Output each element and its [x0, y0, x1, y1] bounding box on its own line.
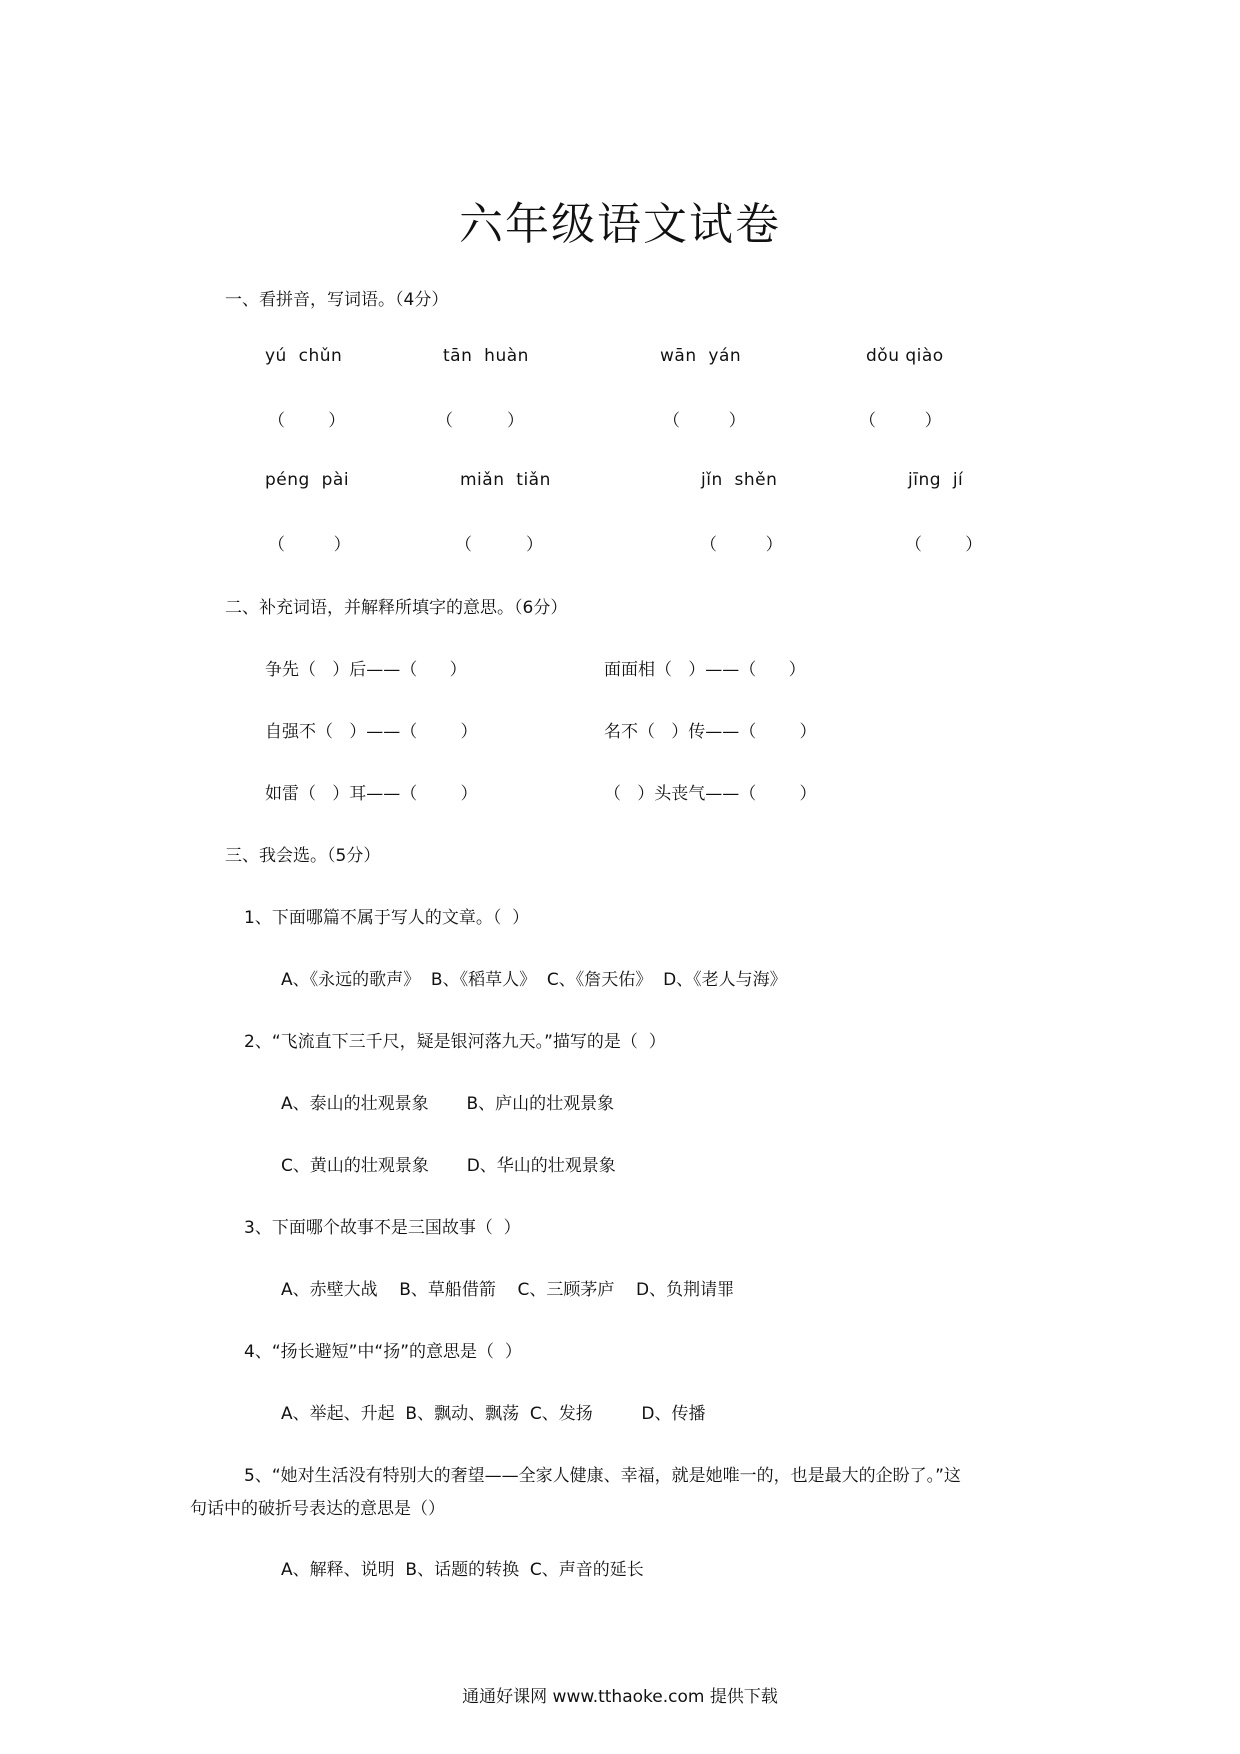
pinyin-1: yú chǔn — [265, 346, 343, 366]
pinyin-4: dǒu qiào — [866, 346, 944, 366]
section3-heading: 三、我会选。（5分） — [225, 846, 381, 866]
pinyin-7: jǐn shěn — [701, 470, 778, 490]
question-3-options[interactable]: A、赤壁大战 B、草船借箭 C、三顾茅庐 D、负荆请罪 — [281, 1280, 735, 1300]
footer-credit: 通通好课网 www.tthaoke.com 提供下载 — [462, 1687, 778, 1707]
section1-heading: 一、看拼音，写词语。（4分） — [225, 290, 449, 310]
idiom-item-1[interactable]: 争先（ ）后——（ ） — [265, 660, 467, 680]
idiom-item-3[interactable]: 自强不（ ）——（ ） — [265, 722, 478, 742]
answer-blank-1[interactable]: （ ） — [268, 411, 346, 431]
pinyin-8: jīng jí — [908, 470, 964, 490]
answer-blank-2[interactable]: （ ） — [436, 411, 525, 431]
answer-blank-5[interactable]: （ ） — [268, 535, 351, 555]
question-5-options[interactable]: A、解释、说明 B、话题的转换 C、声音的延长 — [281, 1560, 644, 1580]
answer-blank-4[interactable]: （ ） — [859, 411, 942, 431]
question-3: 3、下面哪个故事不是三国故事（ ） — [244, 1218, 521, 1238]
pinyin-6: miǎn tiǎn — [460, 470, 551, 490]
question-2-options-ab[interactable]: A、泰山的壮观景象 B、庐山的壮观景象 — [281, 1094, 615, 1114]
question-5-line-2: 句话中的破折号表达的意思是（） — [190, 1499, 445, 1519]
pinyin-2: tān huàn — [443, 346, 529, 366]
question-5-line-1: 5、“她对生活没有特别大的奢望——全家人健康、幸福，就是她唯一的，也是最大的企盼了。”这 — [244, 1466, 961, 1486]
answer-blank-6[interactable]: （ ） — [455, 535, 544, 555]
question-2-options-cd[interactable]: C、黄山的壮观景象 D、华山的壮观景象 — [281, 1156, 616, 1176]
question-4: 4、“扬长避短”中“扬”的意思是（ ） — [244, 1342, 522, 1362]
exam-title: 六年级语文试卷 — [459, 199, 781, 250]
idiom-item-5[interactable]: 如雷（ ）耳——（ ） — [265, 784, 478, 804]
answer-blank-8[interactable]: （ ） — [905, 535, 983, 555]
section2-heading: 二、补充词语，并解释所填字的意思。（6分） — [225, 598, 568, 618]
question-1-options[interactable]: A、《永远的歌声》 B、《稻草人》 C、《詹天佑》 D、《老人与海》 — [281, 970, 787, 990]
question-4-options[interactable]: A、举起、升起 B、飘动、飘荡 C、发扬 D、传播 — [281, 1404, 706, 1424]
pinyin-3: wān yán — [660, 346, 742, 366]
idiom-item-4[interactable]: 名不（ ）传——（ ） — [604, 722, 817, 742]
answer-blank-3[interactable]: （ ） — [663, 411, 746, 431]
question-2: 2、“飞流直下三千尺，疑是银河落九天。”描写的是（ ） — [244, 1032, 666, 1052]
answer-blank-7[interactable]: （ ） — [700, 535, 783, 555]
idiom-item-6[interactable]: （ ）头丧气——（ ） — [604, 784, 817, 804]
idiom-item-2[interactable]: 面面相（ ）——（ ） — [604, 660, 806, 680]
pinyin-5: péng pài — [265, 470, 350, 490]
question-1: 1、下面哪篇不属于写人的文章。（ ） — [244, 908, 530, 928]
